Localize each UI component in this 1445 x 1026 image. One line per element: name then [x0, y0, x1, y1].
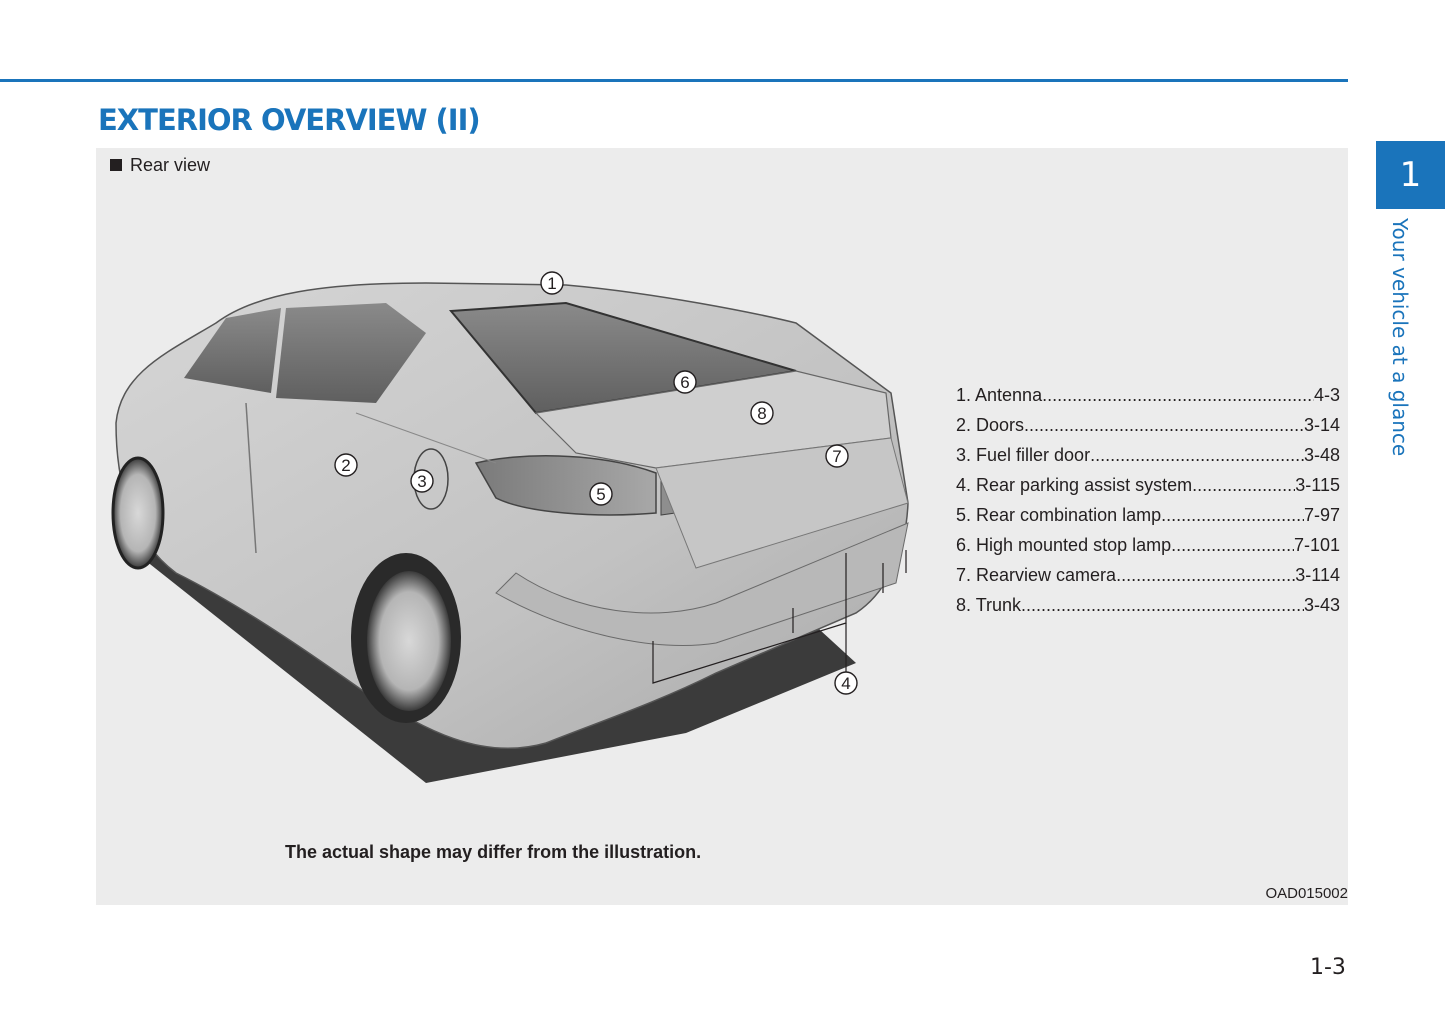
- callout-6-label: 6: [680, 373, 690, 392]
- figure-panel: [96, 148, 1348, 905]
- legend-item-label: 3. Fuel filler door: [956, 445, 1091, 465]
- page-number: 1-3: [1310, 955, 1346, 980]
- dot-leader: [1116, 560, 1295, 590]
- dot-leader: [1021, 590, 1304, 620]
- legend-item-label: 2. Doors: [956, 415, 1025, 435]
- callout-5-label: 5: [596, 485, 606, 504]
- callout-5: [590, 483, 612, 505]
- legend-item: [956, 410, 1340, 440]
- chapter-title: Your vehicle at a glance: [1388, 218, 1412, 457]
- legend-item-label: 5. Rear combination lamp: [956, 505, 1162, 525]
- dot-leader: [1161, 500, 1304, 530]
- legend-item-ref[interactable]: 3-114: [1295, 565, 1340, 585]
- page-title: EXTERIOR OVERVIEW (II): [98, 103, 480, 137]
- legend-item-ref[interactable]: 3-48: [1303, 445, 1340, 465]
- legend-item-label: 1. Antenna: [956, 385, 1043, 405]
- car-rear-illustration: [96, 223, 916, 813]
- chapter-tab[interactable]: [1376, 141, 1445, 209]
- legend-item-label: 6. High mounted stop lamp: [956, 535, 1172, 555]
- dot-leader: [1090, 440, 1304, 470]
- dot-leader: [1171, 530, 1294, 560]
- callout-8-label: 8: [757, 404, 767, 423]
- legend-item: [956, 380, 1340, 410]
- legend-item-ref[interactable]: 3-14: [1303, 415, 1340, 435]
- legend-item-label: 4. Rear parking assist system: [956, 475, 1193, 495]
- section-label: [110, 155, 210, 176]
- legend-item: [956, 590, 1340, 620]
- legend-item-ref[interactable]: 7-101: [1293, 535, 1340, 555]
- callout-6: [674, 371, 696, 393]
- callout-1-label: 1: [547, 274, 557, 293]
- legend-item: [956, 500, 1340, 530]
- callout-8: [751, 402, 773, 424]
- figure-code: OAD015002: [1265, 885, 1348, 902]
- legend-item-label: 8. Trunk: [956, 595, 1022, 615]
- callout-2-label: 2: [341, 456, 351, 475]
- callout-1: [541, 272, 563, 294]
- dot-leader: [1042, 380, 1314, 410]
- legend-item-label: 7. Rearview camera: [956, 565, 1117, 585]
- bullet-square-icon: [110, 159, 122, 171]
- legend-item-ref[interactable]: 3-115: [1295, 475, 1340, 495]
- callout-7: [826, 445, 848, 467]
- rear-wheel: [367, 571, 451, 711]
- section-label-text: Rear view: [130, 155, 211, 175]
- legend-item: [956, 560, 1340, 590]
- callout-4-label: 4: [841, 674, 851, 693]
- chapter-number: 1: [1399, 155, 1422, 195]
- callout-7-label: 7: [832, 447, 842, 466]
- header-rule: [0, 79, 1348, 82]
- callout-3: [411, 470, 433, 492]
- legend-item: [956, 470, 1340, 500]
- legend-item-ref[interactable]: 3-43: [1303, 595, 1340, 615]
- callout-3-label: 3: [417, 472, 427, 491]
- legend-item: [956, 530, 1340, 560]
- legend-item-ref[interactable]: 7-97: [1303, 505, 1340, 525]
- callout-4: [835, 672, 857, 694]
- legend-item: [956, 440, 1340, 470]
- dot-leader: [1024, 410, 1304, 440]
- legend-item-ref[interactable]: 4-3: [1313, 385, 1340, 405]
- front-wheel: [113, 458, 163, 568]
- callout-2: [335, 454, 357, 476]
- dot-leader: [1192, 470, 1295, 500]
- component-legend: [956, 380, 1340, 620]
- figure-disclaimer: The actual shape may differ from the illustration.: [285, 842, 702, 862]
